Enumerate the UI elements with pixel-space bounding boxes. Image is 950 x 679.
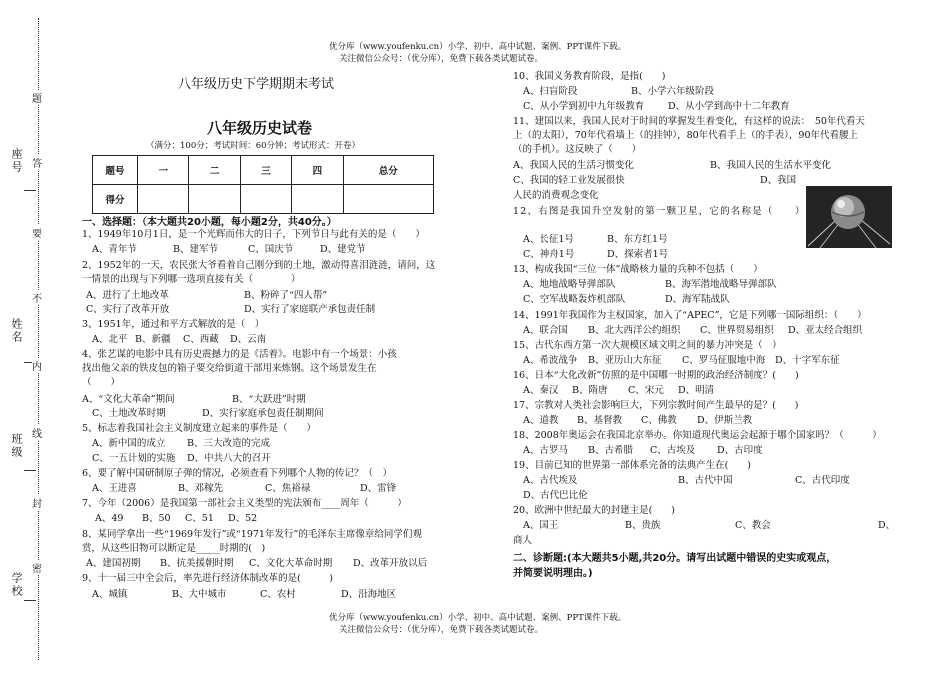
question-5: 5、标志着我国社会主义制度建立起来的事件是（ ） [82, 423, 317, 434]
option: B、建军节 [173, 244, 218, 255]
question-8: 8、某同学拿出一些“1969年发行”或“1971年发行”的毛泽东主席像章给同学们观 [82, 529, 422, 540]
option: A、“文化大革命”期间 [82, 394, 175, 405]
question-2: 2、1952年的一天，农民张大爷看着自己刚分到的土地，激动得喜泪涟涟，请问，这 [82, 260, 436, 271]
section2-title: 二、诊断题:(本大题共5小题,共20分。请写出试题中错误的史实或观点， [513, 553, 837, 564]
binding-mark-mi: 密 [32, 560, 42, 575]
option: A、长征1号 [523, 234, 574, 245]
question-2-cont: 一情景的出现与下列哪一选项直接有关（ ） [82, 274, 301, 285]
question-17: 17、宗教对人类社会影响巨大，下列宗教时间产生最早的是？( ) [513, 400, 799, 411]
option: A、联合国 [523, 325, 568, 336]
option: A、国王 [523, 520, 559, 531]
score-cell-header: 二 [189, 156, 240, 185]
score-cell-header: 三 [240, 156, 291, 185]
option: B、邓稼先 [178, 483, 223, 494]
option: C、神舟1号 [523, 249, 575, 260]
option: A、希波战争 [523, 355, 578, 366]
option: C、实行了改革开放 [86, 304, 170, 315]
question-19: 19、目前已知的世界第一部体系完备的法典产生在( ) [513, 460, 752, 471]
option: B、北大西洋公约组织 [588, 325, 681, 336]
option: A、我国人民的生活习惯变化 [513, 160, 634, 171]
question-14: 14、1991年我国作为主权国家，加入了“APEC”，它是下列哪一国际组织：（ ） [513, 310, 867, 321]
option: D、52 [228, 513, 258, 524]
footer-line-2: 关注微信公众号：（优分库），免费下载各类试题试卷。 [339, 625, 544, 635]
question-8-cont: 赏，从这些旧物可以断定是_____时期的( ) [82, 543, 266, 554]
option: A、地地战略导弹部队 [523, 279, 616, 290]
binding-mark-bu: 不 [32, 290, 42, 305]
question-16: 16、日本“大化改新”仿照的是中国哪一时期的政治经济制度？( ) [513, 370, 799, 381]
option: D、明清 [678, 385, 715, 396]
question-6: 6、要了解中国研制原子弹的情况，必须查看下列哪个人物的传记？（ ） [82, 468, 393, 479]
score-table-header-row [93, 156, 434, 185]
question-12: 12、右图是我国升空发射的第一颗卫星，它的名称是（ ） [513, 206, 806, 217]
option: A、49 [95, 513, 124, 524]
option: B、抗美援朝时期 [160, 558, 234, 569]
option: B、三大改造的完成 [187, 438, 270, 449]
option: C、土地改革时期 [92, 408, 166, 419]
option: D、古印度 [717, 445, 763, 456]
binding-mark-feng: 封 [32, 495, 42, 510]
option: C、世界贸易组织 [700, 325, 774, 336]
option: A、北平 [92, 334, 128, 345]
score-table-score-row [93, 185, 434, 214]
option: C、51 [185, 513, 214, 524]
binding-mark-ti: 题 [32, 90, 42, 105]
option: C、从小学到初中九年级教育 [523, 101, 645, 112]
option: B、大中城市 [172, 589, 227, 600]
option: A、道教 [523, 415, 559, 426]
option: C、罗马征服地中海 [682, 355, 766, 366]
question-11: 11、建国以来，我国人民对于时间的掌握发生着变化，有这样的说法： 50年代看天 [513, 116, 865, 127]
question-1: 1、1949年10月1日，是一个光辉而伟大的日子，下列节日与此有关的是（ ） [82, 229, 425, 240]
option: C、焦裕禄 [265, 483, 311, 494]
section1-title: 一、选择题：（本大题共20小题，每小题2分，共40分。） [82, 217, 337, 228]
question-4-cont: （ ） [82, 377, 121, 388]
section2-title-cont: 并简要说明理由。) [513, 568, 593, 579]
score-input-cell[interactable] [292, 185, 343, 214]
option: A、新中国的成立 [92, 438, 166, 449]
option: C、教会 [735, 520, 771, 531]
option: C、宋元 [628, 385, 664, 396]
option: B、亚历山大东征 [588, 355, 662, 366]
score-cell-header: 一 [138, 156, 189, 185]
option: D、沿海地区 [341, 589, 397, 600]
option: C、文化大革命时期 [249, 558, 333, 569]
option: D、十字军东征 [775, 355, 840, 366]
option: B、海军潜地战略导弹部队 [665, 279, 777, 290]
option: D、伊斯兰教 [697, 415, 753, 426]
question-3: 3、1951年，通过和平方式解放的是（ ） [82, 319, 265, 330]
option: B、贵族 [625, 520, 661, 531]
option: C、西藏 [183, 334, 219, 345]
score-input-cell[interactable] [240, 185, 291, 214]
option: D、我国 [760, 175, 797, 186]
satellite-image [806, 186, 892, 248]
option: D、雷锋 [360, 483, 397, 494]
option: C、佛教 [641, 415, 677, 426]
option: D、改革开放以后 [353, 558, 428, 569]
score-cell-header: 题号 [93, 156, 138, 185]
option: D、 [878, 520, 896, 531]
question-10: 10、我国义务教育阶段，是指( ) [513, 71, 666, 82]
option: B、“大跃进”时期 [232, 394, 306, 405]
option: B、50 [142, 513, 171, 524]
score-table [92, 155, 434, 214]
label-name: 姓名 [10, 318, 23, 344]
option: D、实行家庭承包责任制期间 [202, 408, 324, 419]
question-18: 18、2008年奥运会在我国北京举办。你知道现代奥运会起源于哪个国家吗？（ ） [513, 430, 882, 441]
binding-mark-yao: 要 [32, 225, 42, 240]
question-4: 4、张艺谋的电影中具有历史震撼力的是《活着》。电影中有一个场景：小孩 [82, 349, 397, 360]
binding-mark-nei: 内 [32, 358, 42, 373]
option: C、一五计划的实施 [92, 453, 176, 464]
score-cell-header: 四 [292, 156, 343, 185]
question-4-cont: 找出他父亲的铁皮包的箱子要交给街道干部用来炼钢。这个场景发生在 [82, 363, 377, 374]
score-row-label: 得分 [93, 185, 138, 214]
footer-line-1: 优分库（www.youfenku.cn）小学、初中、高中试题、案例、PPT课件下载。 [329, 613, 627, 623]
option: D、中共八大的召开 [187, 453, 271, 464]
option: A、古罗马 [523, 445, 568, 456]
option: D、亚太经合组织 [788, 325, 863, 336]
exam-title: 八年级历史下学期期末考试 [178, 77, 335, 92]
question-7: 7、今年（2006）是我国第一部社会主义类型的宪法颁布____周年（ ） [82, 498, 407, 509]
option: A、扫盲阶段 [523, 86, 578, 97]
option: B、新疆 [135, 334, 171, 345]
question-9: 9、十一届三中全会后，率先进行经济体制改革的是( ) [82, 573, 333, 584]
score-input-cell[interactable] [343, 185, 433, 214]
score-input-cell[interactable] [138, 185, 189, 214]
header-line-1: 优分库（www.youfenku.cn）小学、初中、高中试题、案例、PPT课件下载。 [329, 42, 627, 52]
exam-info: （满分：100分；考试时间：60分钟；考试形式：开卷） [146, 141, 361, 151]
question-13: 13、构成我国“三位一体”战略核力量的兵种不包括（ ） [513, 264, 763, 275]
option: D、从小学到高中十二年教育 [668, 101, 790, 112]
option: B、古代中国 [678, 475, 733, 486]
option: B、我国人民的生活水平变化 [710, 160, 831, 171]
option: C、农村 [260, 589, 296, 600]
option: C、古代印度 [795, 475, 850, 486]
option: B、小学六年级阶段 [631, 86, 714, 97]
option: C、我国的轻工业发展很快 [513, 175, 625, 186]
label-school: 学校 [10, 572, 23, 598]
option: D、云南 [230, 334, 267, 345]
option: C、古埃及 [650, 445, 696, 456]
question-20: 20、欧洲中世纪最大的封建主是( ) [513, 505, 676, 516]
header-line-2: 关注微信公众号：（优分库），免费下载各类试题试卷。 [339, 54, 544, 64]
option: B、东方红1号 [607, 234, 668, 245]
binding-mark-xian: 线 [32, 425, 42, 440]
question-11-cont: （的手机）。这反映了（ ） [513, 144, 642, 155]
option: A、进行了土地改革 [86, 290, 169, 301]
option: B、古希腊 [588, 445, 633, 456]
option: D、建党节 [320, 244, 366, 255]
option: C、空军战略轰炸机部队 [523, 294, 626, 305]
option: B、隋唐 [572, 385, 608, 396]
exam-subtitle: 八年级历史试卷 [207, 119, 313, 137]
question-11-cont: 上（的太阳），70年代看墙上（的挂钟），80年代看手上（的手表），90年代看腰上 [513, 130, 859, 141]
binding-mark-da: 答 [32, 155, 42, 170]
score-cell-header: 总分 [343, 156, 433, 185]
option: A、城镇 [92, 589, 128, 600]
option: D、实行了家庭联产承包责任制 [244, 304, 376, 315]
option: A、秦汉 [523, 385, 559, 396]
question-15: 15、古代东西方第一次大规模区域文明之间的暴力冲突是（ ） [513, 340, 782, 351]
score-input-cell[interactable] [189, 185, 240, 214]
option: B、基督教 [577, 415, 622, 426]
option: D、探索者1号 [607, 249, 669, 260]
option: A、建国初期 [86, 558, 141, 569]
option: C、国庆节 [248, 244, 294, 255]
option: A、古代埃及 [523, 475, 578, 486]
option: D、古代巴比伦 [523, 490, 588, 501]
option: B、粉碎了“四人帮” [244, 290, 328, 301]
question-11-tail: 人民的消费观念变化 [513, 190, 599, 201]
option: A、青年节 [92, 244, 137, 255]
question-20-tail: 商人 [513, 535, 533, 546]
option: A、王进喜 [92, 483, 137, 494]
option: D、海军陆战队 [665, 294, 730, 305]
label-class: 班级 [10, 433, 23, 459]
label-seat: 座号 [10, 148, 23, 174]
